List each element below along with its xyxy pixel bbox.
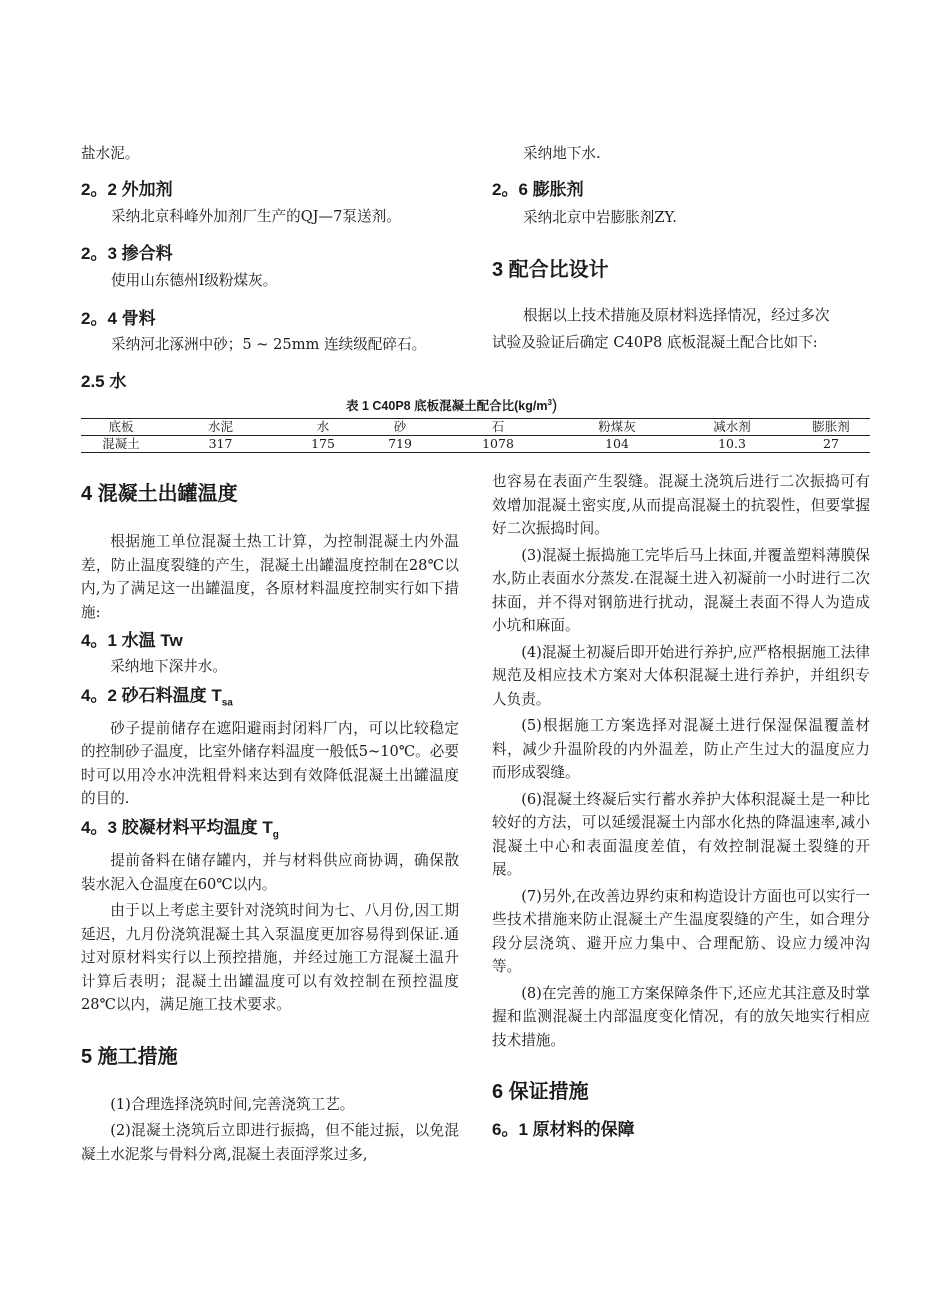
table-header-cell: 砂: [366, 419, 434, 436]
table-cell: 317: [161, 436, 280, 453]
paragraph-water-tail: 采纳地下水.: [523, 145, 601, 162]
right-column: [492, 470, 870, 1142]
section-heading-2-2: 2。2 外加剂: [81, 180, 173, 199]
table-header-cell: 膨胀剂: [792, 419, 870, 436]
mix-proportion-table: [81, 418, 870, 453]
section-heading-5: 5 施工措施: [81, 1045, 178, 1068]
left-column: [81, 480, 459, 1166]
section-heading-2-5: 2.5 水: [81, 372, 127, 391]
section-heading-3: 3 配合比设计: [492, 259, 609, 281]
paragraph-4-2: 砂子提前储存在遮阳避雨封闭料厂内，可以比较稳定的控制砂子温度，比室外储存料温度一般低5~10℃。必要时可以用冷水冲洗粗骨料来达到有效降低混凝土出罐温度的目的.: [81, 719, 459, 808]
paragraph-5-8: (8)在完善的施工方案保障条件下,还应尤其注意及时掌握和监测混凝土内部温度变化情况，有的放矢地实行相应技术措施。: [492, 984, 870, 1049]
paragraph-cement-tail: 盐水泥。: [81, 145, 140, 162]
paragraph-5-2-continued: 也容易在表面产生裂缝。混凝土浇筑后进行二次振捣可有效增加混凝土密实度,从而提高混凝土的抗裂性，但要掌握好二次振捣时间。: [492, 473, 870, 537]
table-row: [81, 436, 870, 453]
paragraph-5-2: (2)混凝土浇筑后立即进行振捣，但不能过振，以免混凝土水泥浆与骨料分离,混凝土表面浮浆过多,: [81, 1122, 459, 1163]
table-cell: 104: [562, 436, 672, 453]
section-heading-2-6: 2。6 膨胀剂: [492, 180, 584, 199]
paragraph-5-5: (5)根据施工方案选择对混凝土进行保湿保温覆盖材料，减少升温阶段的内外温差，防止产生过大的温度应力而形成裂缝。: [492, 717, 870, 781]
table-header-cell: 水泥: [161, 419, 280, 436]
paragraph-5-6: (6)混凝土终凝后实行蓄水养护大体积混凝土是一种比较好的方法，可以延缓混凝土内部水化热的降温速率,减小混凝土中心和表面温度差值，有效控制混凝土裂缝的开展。: [492, 790, 870, 878]
table-cell: 719: [366, 436, 434, 453]
paragraph-4-3a: 提前备料在储存罐内，并与材料供应商协调，确保散装水泥入仓温度在60℃以内。: [81, 852, 459, 893]
paragraph-4: 根据施工单位混凝土热工计算，为控制混凝土内外温差，防止温度裂缝的产生，混凝土出罐温度控制在28℃以内,为了满足这一出罐温度，各原材料温度控制实行如下措施:: [81, 533, 459, 621]
section-heading-4-2: 4。2 砂石料温度 $T_{sa}$: [81, 685, 233, 708]
table-header-cell: 减水剂: [672, 419, 792, 436]
section-heading-2-3: 2。3 掺合料: [81, 244, 173, 263]
table-row-label: 混凝土: [81, 436, 161, 453]
section-heading-4-3: 4。3 胶凝材料平均温度 $T_g$: [81, 817, 279, 841]
table-header-cell: 水: [280, 419, 366, 436]
paragraph-4-3b: 由于以上考虑主要针对浇筑时间为七、八月份,因工期延迟，九月份浇筑混凝土其入泵温度更加容易得到保证.通过对原材料实行以上预控措施，并经过施工方混凝土温升计算后表明；混凝土出罐温度可以有效控制在预控温度28℃以内，满足施工技术要求。: [81, 902, 459, 1014]
paragraph-3-line1: 根据以上技术措施及原材料选择情况，经过多次: [523, 307, 830, 324]
section-heading-4: 4 混凝土出罐温度: [81, 483, 238, 505]
paragraph-2-4: 采纳河北涿洲中砂；5 ~ 25mm 连续级配碎石。: [111, 336, 427, 353]
table-header-cell: 粉煤灰: [562, 419, 672, 436]
paragraph-2-6: 采纳北京中岩膨胀剂ZY.: [523, 209, 677, 226]
paragraph-3-line2: 试验及验证后确定 C40P8 底板混凝土配合比如下:: [492, 334, 818, 351]
table-cell: 10.3: [672, 436, 792, 453]
table-header-row: [81, 419, 870, 436]
paragraph-5-1: (1)合理选择浇筑时间,完善浇筑工艺。: [110, 1095, 355, 1113]
paragraph-5-7: (7)另外,在改善边界约束和构造设计方面也可以实行一些技术措施来防止混凝土产生温度裂缝的产生，如合理分段分层浇筑、避开应力集中、合理配筋、设应力缓冲沟等。: [492, 887, 870, 975]
table-cell: 175: [280, 436, 366, 453]
section-heading-6: 6 保证措施: [492, 1081, 589, 1103]
paragraph-5-4: (4)混凝土初凝后即开始进行养护,应严格根据施工法律规范及相应技术方案对大体积混凝土进行养护，并组织专人负责。: [492, 643, 870, 708]
section-heading-4-1: 4。1 水温 Tw: [81, 631, 183, 650]
table-cell: 1078: [434, 436, 562, 453]
section-heading-2-4: 2。4 骨料: [81, 309, 156, 328]
paragraph-4-1: 采纳地下深井水。: [110, 658, 227, 675]
table-row-label: 底板: [81, 419, 161, 436]
paragraph-2-3: 使用山东德州I级粉煤灰。: [111, 272, 278, 289]
table-cell: 27: [792, 436, 870, 453]
section-heading-6-1: 6。1 原材料的保障: [492, 1120, 635, 1139]
table-caption: 表 1 C40P8 底板混凝土配合比$(kg/m^3)$: [346, 397, 558, 414]
paragraph-5-3: (3)混凝土振捣施工完毕后马上抹面,并覆盖塑料薄膜保水,防止表面水分蒸发.在混凝土进入初凝前一小时进行二次抹面，并不得对钢筋进行扰动，混凝土表面不得人为造成小坑和麻面。: [492, 546, 870, 634]
table-header-cell: 石: [434, 419, 562, 436]
paragraph-2-2: 采纳北京科峰外加剂厂生产的QJ—7泵送剂。: [111, 208, 401, 225]
